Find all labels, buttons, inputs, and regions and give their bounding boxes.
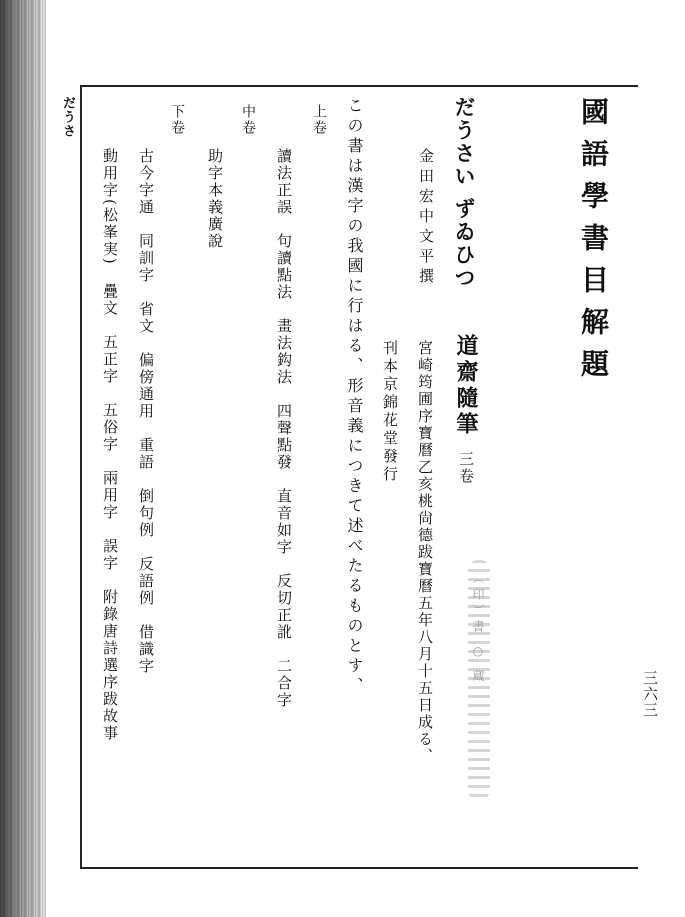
section-contents-chu: 助字本義廣說	[206, 148, 224, 250]
section-contents-ge-line2: 動用字(松峯実) 疊文 五正字 五俗字 兩用字 誤字 附錄唐詩選序跋故事	[101, 148, 119, 742]
entry-title-kanji: 道齋隨筆	[453, 334, 479, 438]
book-title: 國語學書目解題	[577, 97, 610, 391]
side-running-head: だうさ	[60, 96, 75, 138]
entry-volumes: 三卷	[457, 451, 475, 485]
entry-publication: 刊本京錦花堂發行	[381, 340, 399, 484]
entry-author: 金田宏中文平撰	[417, 148, 435, 288]
section-label-jo: 上卷	[311, 104, 327, 136]
entry-preface-info: 宮崎筠圃序寶曆乙亥桃尙德跋寶曆五年八月十五日成る、	[416, 340, 434, 765]
book-binding-edge	[0, 0, 46, 917]
section-label-ge: 下卷	[169, 104, 185, 136]
page-number: 三六三	[641, 670, 659, 718]
section-contents-ge-line1: 古今字通 同訓字 省文 偏傍通用 重語 倒句例 反語例 借識字	[137, 148, 155, 675]
entry-description: この書は漢字の我國に行はる、形音義につきて述べたるものとす、	[345, 97, 364, 697]
section-contents-jo: 讀法正誤 句讀點法 畫法鈎法 四聲點發 直音如字 反切正訛 二合字	[275, 148, 293, 709]
faded-stamp-text: （印）書 ○ 蔵	[471, 572, 485, 686]
section-label-chu: 中卷	[240, 104, 256, 136]
entry-title-kana: だうさい ずゐひつ	[452, 96, 477, 290]
